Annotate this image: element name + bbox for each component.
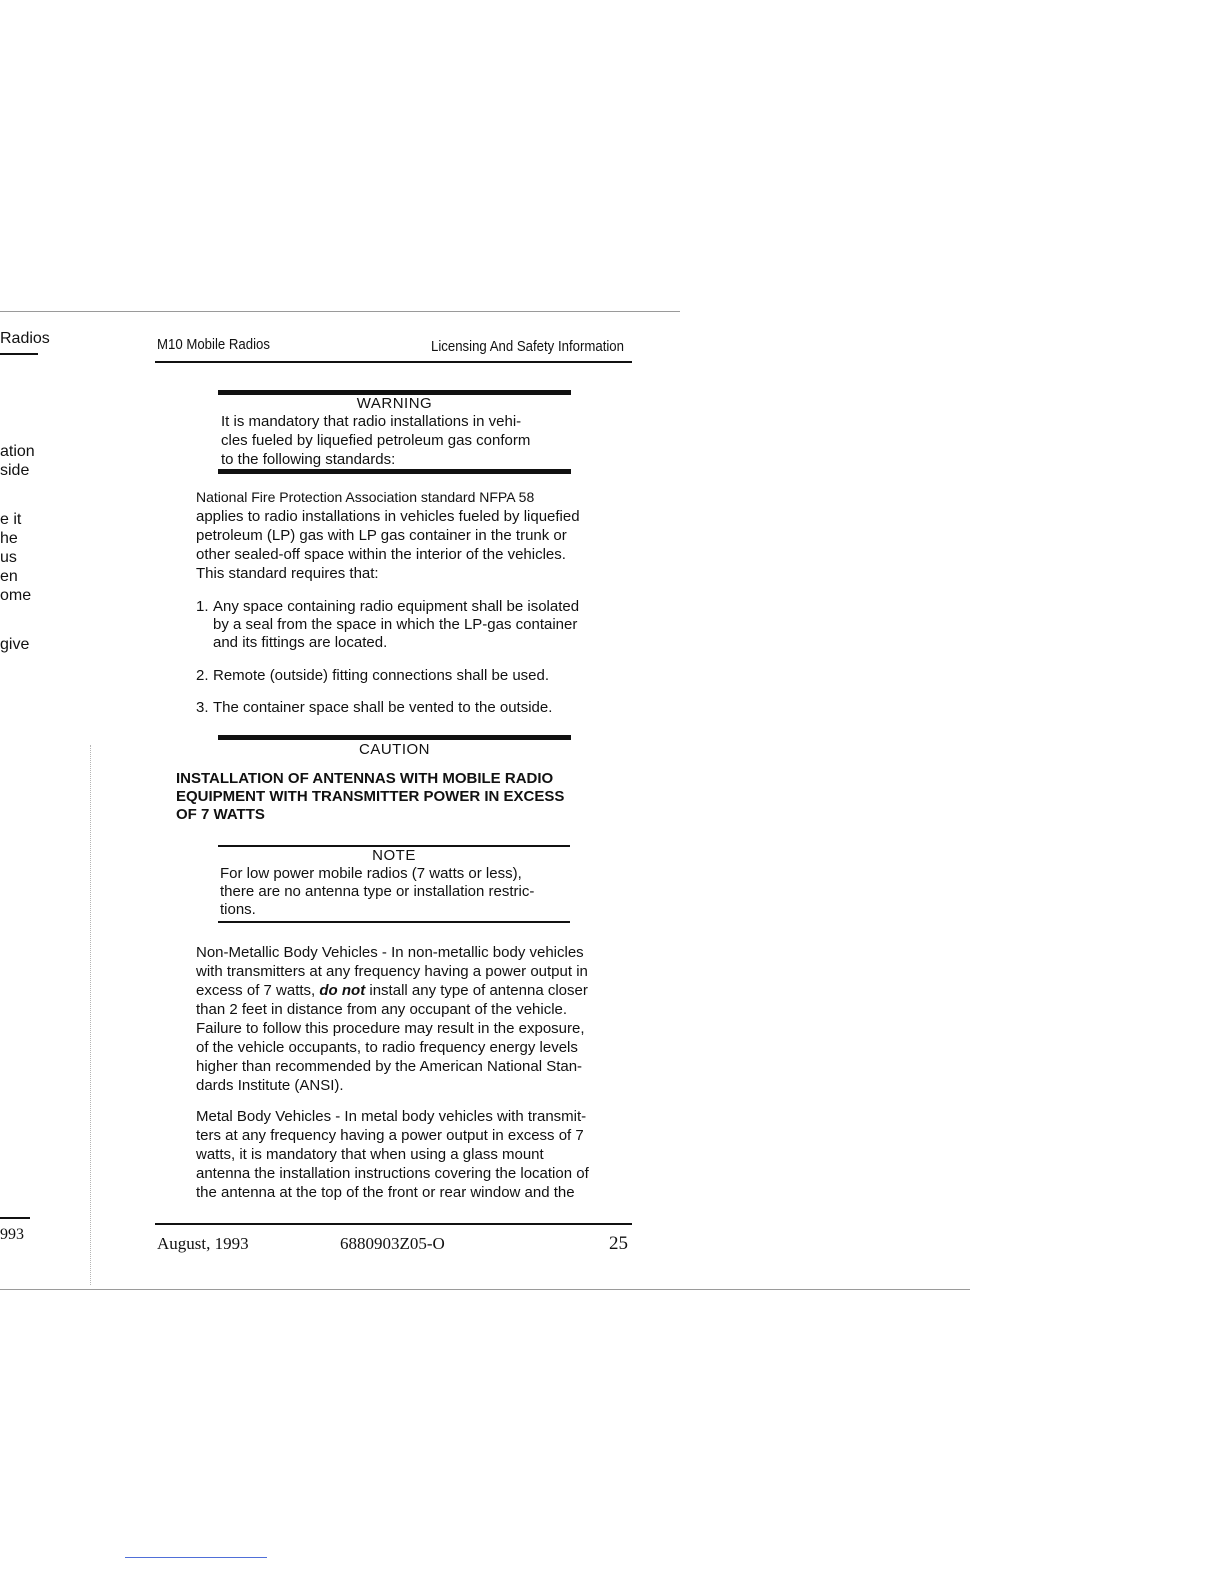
paragraph-line: Metal Body Vehicles - In metal body vehicles with transmit- xyxy=(196,1108,587,1125)
note-bottom-rule xyxy=(218,921,570,923)
note-line: there are no antenna type or installation restric- xyxy=(220,883,535,900)
prev-page-line: e it xyxy=(0,511,22,528)
footer-date: August, 1993 xyxy=(157,1234,249,1253)
caution-heading-line: INSTALLATION OF ANTENNAS WITH MOBILE RADIO xyxy=(176,770,554,787)
text-run: excess of 7 watts, xyxy=(196,982,320,999)
list-line: and its fittings are located. xyxy=(213,634,388,651)
note-box xyxy=(218,845,570,923)
prev-page-footer: 993 xyxy=(0,1226,24,1243)
paragraph-line: watts, it is mandatory that when using a glass mount xyxy=(196,1146,544,1163)
warning-line: to the following standards: xyxy=(221,451,396,468)
paragraph-line: Failure to follow this procedure may result in the exposure, xyxy=(196,1020,585,1037)
list-line: Remote (outside) fitting connections shall be used. xyxy=(213,667,550,684)
paragraph-line: higher than recommended by the American National Stan- xyxy=(196,1058,583,1075)
requirement-item xyxy=(196,598,636,652)
paragraph-line: antenna the installation instructions covering the location of xyxy=(196,1165,589,1182)
prev-page-line: en xyxy=(0,568,18,585)
prev-page-header: Radios xyxy=(0,330,50,347)
running-header-right: Licensing And Safety Information xyxy=(431,338,624,355)
scan-link-underline xyxy=(125,1557,267,1558)
prev-page-line: ation xyxy=(0,443,35,460)
scan-gutter-dots xyxy=(90,745,92,1285)
requirement-item xyxy=(196,667,636,685)
nfpa-paragraph xyxy=(196,488,632,583)
list-number: 2. xyxy=(196,667,209,684)
page-number: 25 xyxy=(609,1233,628,1254)
warning-line: It is mandatory that radio installations in vehi- xyxy=(221,413,522,430)
caution-title: CAUTION xyxy=(359,741,430,758)
prev-page-line: ome xyxy=(0,587,32,604)
prev-page-line: us xyxy=(0,549,17,566)
footer-doc-number: 6880903Z05-O xyxy=(340,1234,445,1253)
metal-body-paragraph xyxy=(196,1107,632,1202)
note-text xyxy=(220,865,570,919)
list-line: by a seal from the space in which the LP-gas container xyxy=(213,616,578,633)
footer-rule xyxy=(155,1223,632,1225)
paragraph-line xyxy=(196,981,632,1000)
paragraph-line: the antenna at the top of the front or rear window and the xyxy=(196,1184,575,1201)
paragraph-line: with transmitters at any frequency having a power output in xyxy=(196,963,588,980)
text-run: install any type of antenna closer xyxy=(365,982,588,999)
paragraph-line: dards Institute (ANSI). xyxy=(196,1077,344,1094)
emphasis-do-not: do not xyxy=(319,982,366,999)
warning-line: cles fueled by liquefied petroleum gas conform xyxy=(221,432,531,449)
paragraph-line: applies to radio installations in vehicles fueled by liquefied xyxy=(196,508,580,525)
paragraph-line: other sealed-off space within the interior of the vehicles. xyxy=(196,546,566,563)
paragraph-line: National Fire Protection Association standard NFPA 58 xyxy=(196,489,535,505)
caution-heading xyxy=(176,770,636,824)
paragraph-line: This standard requires that: xyxy=(196,565,379,582)
list-number: 3. xyxy=(196,699,209,716)
warning-text xyxy=(221,412,571,469)
list-line: Any space containing radio equipment shall be isolated xyxy=(213,598,580,615)
prev-page-line: he xyxy=(0,530,18,547)
warning-title: WARNING xyxy=(356,395,433,412)
caution-heading-line: EQUIPMENT WITH TRANSMITTER POWER IN EXCESS xyxy=(176,788,565,805)
warning-box xyxy=(218,390,571,474)
list-line: The container space shall be vented to the outside. xyxy=(213,699,553,716)
scan-top-edge xyxy=(0,311,680,312)
paragraph-line: of the vehicle occupants, to radio frequency energy levels xyxy=(196,1039,578,1056)
paragraph-line: than 2 feet in distance from any occupant of the vehicle. xyxy=(196,1001,568,1018)
prev-page-footer-rule xyxy=(0,1217,30,1219)
header-rule xyxy=(155,361,632,363)
note-line: For low power mobile radios (7 watts or less), xyxy=(220,865,522,882)
paragraph-line: Non-Metallic Body Vehicles - In non-metallic body vehicles xyxy=(196,944,584,961)
note-line: tions. xyxy=(220,901,256,918)
requirement-item xyxy=(196,699,636,717)
caution-heading-line: OF 7 WATTS xyxy=(176,806,265,823)
paragraph-line: ters at any frequency having a power output in excess of 7 xyxy=(196,1127,584,1144)
note-title: NOTE xyxy=(372,847,416,864)
warning-bottom-rule xyxy=(218,469,571,474)
caution-top-rule xyxy=(218,735,571,740)
list-number: 1. xyxy=(196,598,209,615)
paragraph-line: petroleum (LP) gas with LP gas container in the trunk or xyxy=(196,527,567,544)
prev-page-line: give xyxy=(0,636,30,653)
non-metallic-paragraph xyxy=(196,943,632,1095)
scan-bottom-edge xyxy=(0,1289,970,1290)
running-header-left: M10 Mobile Radios xyxy=(157,336,270,353)
prev-page-header-rule xyxy=(0,353,38,355)
caution-box xyxy=(218,735,571,758)
prev-page-line: side xyxy=(0,462,30,479)
